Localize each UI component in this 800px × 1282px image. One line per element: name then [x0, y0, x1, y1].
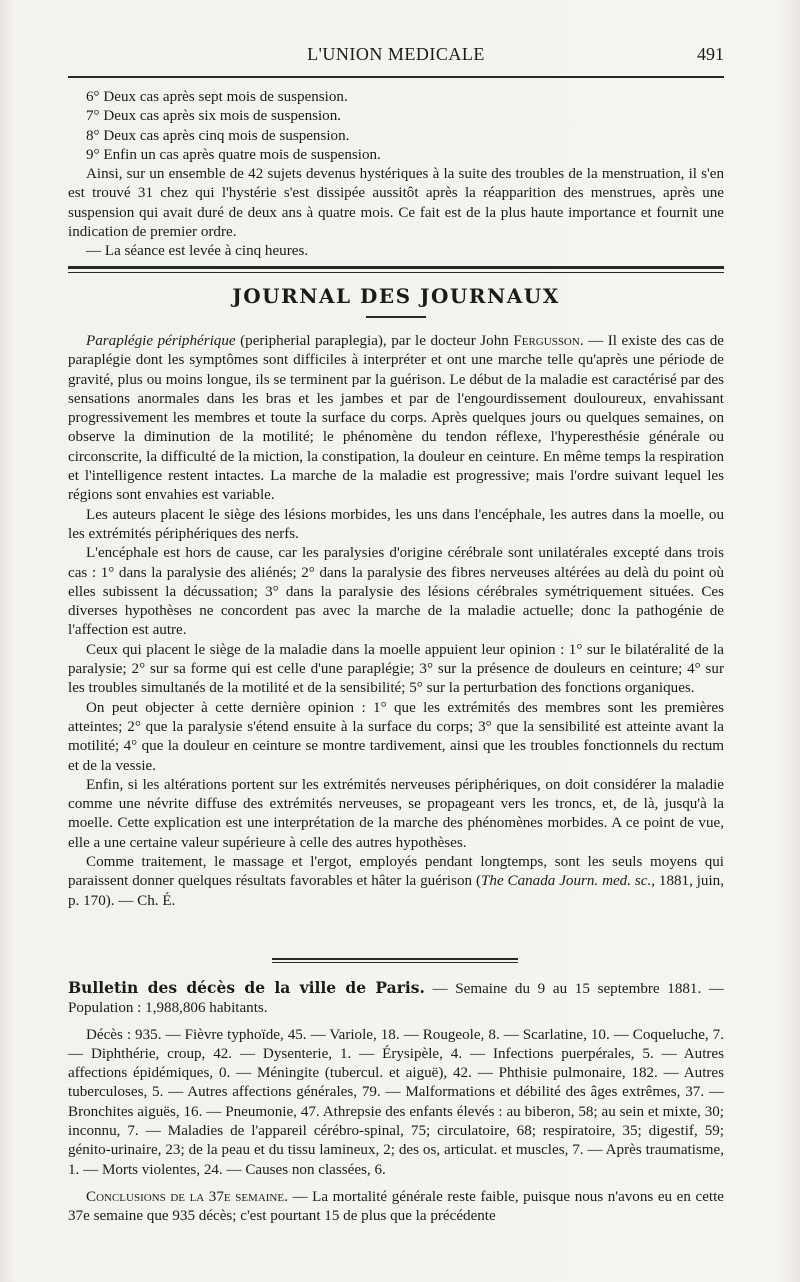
bulletin-title: Bulletin des décès de la ville de Paris. [68, 978, 425, 997]
section-rule-top [68, 266, 724, 269]
death-bulletin [68, 978, 724, 1227]
title-underline [366, 316, 426, 318]
divider-rule [272, 958, 518, 960]
journal-article [68, 332, 724, 911]
citation: The Canada Journ. med. sc. [481, 873, 652, 890]
bulletin-conclusions: Conclusions de la 37e semaine. — La mortalité générale reste faible, puisque nous n'avons eu en cette 37e semaine que 935 décès; c'est pourtant 15 de plus que la précédente [68, 1188, 724, 1225]
session-list [68, 88, 724, 262]
article-paragraph: Ceux qui placent le siège de la maladie dans la moelle appuient leur opinion : 1° sur le bilatéralité de la paralysie; 2° sur sa forme qui est celle d'une paraplégie; 3° sur la présence de douleurs en ceinture; 4° sur les troubles simultanés de la motilité et de la sensibilité; 5° sur la perturbation des fonctions organiques. [68, 641, 724, 697]
list-item: 7° Deux cas après six mois de suspension. [86, 108, 342, 125]
list-item: 6° Deux cas après sept mois de suspension. [86, 89, 348, 105]
list-item: 9° Enfin un cas après quatre mois de suspension. [86, 146, 381, 163]
author-name: Fergusson [513, 333, 580, 349]
article-title: Paraplégie périphérique [86, 333, 236, 349]
section-rule-bottom [68, 272, 724, 273]
list-item: 8° Deux cas après cinq mois de suspension. [86, 127, 350, 144]
bulletin-header: Bulletin des décès de la ville de Paris. — Semaine du 9 au 15 septembre 1881. — Population : 1,988,806 habitants. [68, 978, 724, 1017]
article-treatment: Comme traitement, le massage et l'ergot, employés pendant longtemps, sont les seuls moyens qui paraissent donner quelques résultats favorables et hâter la guérison (The Canada Journ. med. sc., 1881, juin, p. 170). — Ch. É. [68, 854, 724, 909]
page-header [68, 44, 724, 72]
session-summary: Ainsi, sur un ensemble de 42 sujets devenus hystériques à la suite des troubles de la menstruation, il s'en est trouvé 31 chez qui l'hystérie s'est dissipée aussitôt après la réapparition des menstrues, après une suspension qui avait duré de deux ans à quatre mois. Ce fait est de la plus haute importance et fournit une indication de premier ordre. [68, 166, 724, 241]
divider-rule-thin [272, 962, 518, 963]
header-rule [68, 76, 724, 78]
article-paragraph: Enfin, si les altérations portent sur les extrémités nerveuses périphériques, on doit considérer la maladie comme une névrite diffuse des extrémités nerveuses, se propageant vers les troncs, et, de là, jusqu'à la moelle. Cette explication est une interprétation de la marche des phénomènes morbides. A ce point de vue, elle a une certaine valeur supérieure à celle des autres hypothèses. [68, 776, 724, 851]
running-title: L'UNION MEDICALE [307, 44, 485, 64]
article-lead: Paraplégie périphérique (peripherial paraplegia), par le docteur John Fergusson. — Il existe des cas de paraplégie dont les symptômes sont difficiles à interpréter et ont une marche telle qu'après une période de gravité, plus ou moins longue, ils se terminent par la guérison. Le début de la maladie est caractérisé par des sensations anormales dans les bras et les jambes et par de l'engourdissement douloureux, envahissant progressivement les membres et toute la surface du corps. Après quelques jours ou quelques semaines, on observe la diminution de la motilité; le phénomène du tendon réflexe, l'hyperesthésie générale ou circonscrite, la difficulté de la miction, la constipation, la douleur en ceinture. En même temps la respiration et l'intelligence restent intactes. La marche de la maladie est progressive; mais l'ordre suivant lequel les régions sont envahies est variable. [68, 333, 725, 504]
bulletin-deaths: Décès : 935. — Fièvre typhoïde, 45. — Variole, 18. — Rougeole, 8. — Scarlatine, 10. — Coqueluche, 7. — Diphthérie, croup, 42. — Dysenterie, 1. — Érysipèle, 4. — Infections puerpérales, 5. — Autres affections épidémiques, 0. — Méningite (tubercul. et aiguë), 42. — Phthisie pulmonaire, 182. — Autres tuberculoses, 5. — Autres affections générales, 79. — Malformations et débilité des âges extrêmes, 37. — Bronchites aiguës, 16. — Pneumonie, 47. Athrepsie des enfants élevés : au biberon, 58; au sein et mixte, 30; inconnu, 7. — Maladies de l'appareil cérébro-spinal, 75; circulatoire, 68; respiratoire, 35; digestif, 59; génito-urinaire, 23; de la peau et du tissu lamineux, 2; des os, articulat. et muscles, 7. — Après traumatisme, 1. — Morts violentes, 24. — Causes non classées, 6. [68, 1026, 724, 1178]
page-number: 491 [697, 44, 724, 64]
session-closing: — La séance est levée à cinq heures. [86, 243, 309, 260]
conclusions-label: Conclusions de la 37e semaine. [86, 1188, 288, 1205]
article-paragraph: Les auteurs placent le siège des lésions morbides, les uns dans l'encéphale, les autres dans la moelle, ou les extrémités périphériques des nerfs. [68, 506, 724, 542]
section-title: JOURNAL DES JOURNAUX [232, 284, 560, 308]
article-paragraph: L'encéphale est hors de cause, car les paralysies d'origine cérébrale sont unilatérales excepté dans trois cas : 1° dans la paralysie des aliénés; 2° dans la paralysie des fibres nerveuses altérées au delà du point où elles subissent la décussation; 3° dans la paralysie des lésions cérébrales symétriquement situées. Ces diverses hypothèses ne concordent pas avec la marche de la maladie actuelle; donc la pathogénie de l'affection est autre. [68, 545, 724, 639]
article-paragraph: On peut objecter à cette dernière opinion : 1° que les extrémités des membres sont les premières atteintes; 2° que la paralysie s'étend ensuite à la surface du corps; 3° que la sensibilité est atteinte avant la motilité; 4° que la douleur en ceinture se montre tardivement, ainsi que les troubles fonctionnels du rectum et de la vessie. [68, 699, 724, 774]
